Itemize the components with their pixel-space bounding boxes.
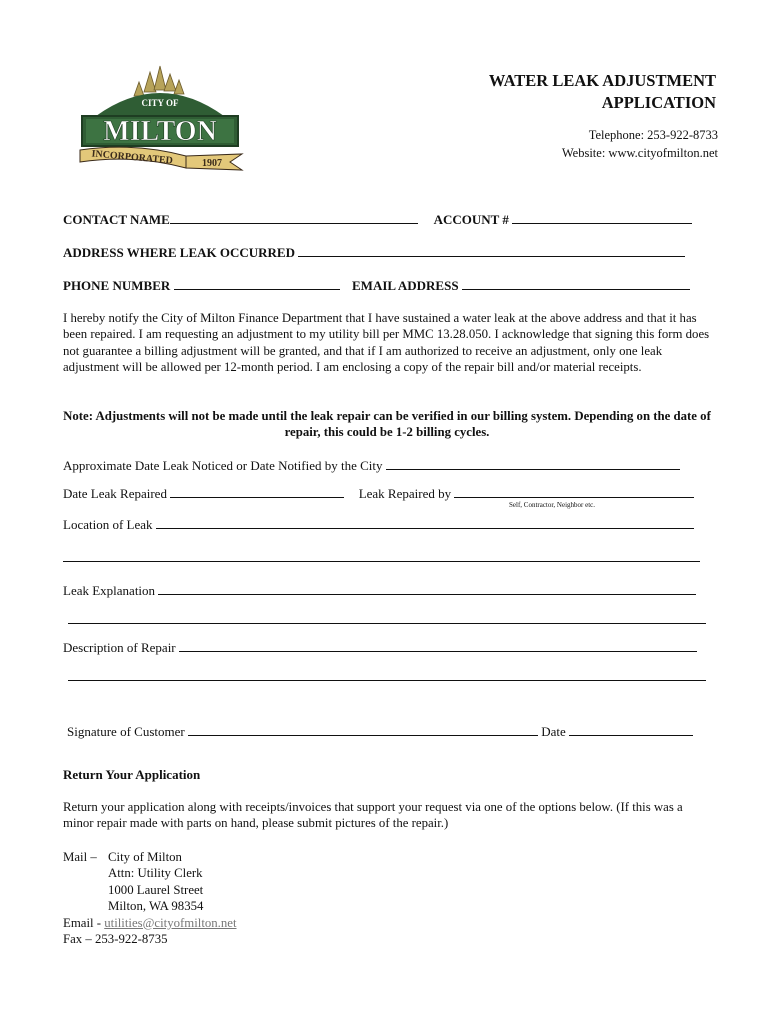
date-field[interactable]	[569, 723, 693, 736]
explanation-row	[63, 582, 696, 599]
contact-name-field[interactable]	[170, 211, 418, 224]
location-row	[63, 516, 694, 533]
phone-label: PHONE NUMBER	[63, 278, 171, 293]
location-field-line-2[interactable]	[63, 561, 700, 562]
phone-field[interactable]	[174, 277, 340, 290]
location-label: Location of Leak	[63, 517, 153, 532]
repair-row	[63, 485, 694, 502]
explanation-label: Leak Explanation	[63, 583, 156, 598]
date-label: Date	[541, 724, 566, 739]
date-noticed-row	[63, 457, 680, 474]
signature-field[interactable]	[188, 723, 538, 736]
svg-text:CITY OF: CITY OF	[141, 98, 179, 108]
account-label: ACCOUNT #	[433, 212, 509, 227]
email-line	[63, 915, 237, 931]
verification-note: Note: Adjustments will not be made until the leak repair can be verified in our billing system. Depending on the date of repair, this could be 1-2 billing cycles.	[63, 409, 711, 440]
contact-name-label: CONTACT NAME	[63, 212, 170, 227]
email-field[interactable]	[462, 277, 690, 290]
trees-icon	[134, 66, 184, 96]
form-title	[489, 70, 716, 114]
mail-line-4: Milton, WA 98354	[108, 899, 204, 914]
date-repaired-field[interactable]	[170, 485, 344, 498]
signature-label: Signature of Customer	[67, 724, 185, 739]
fax-line: Fax – 253-922-8735	[63, 932, 168, 947]
description-field-line-2[interactable]	[68, 680, 706, 681]
repaired-by-label: Leak Repaired by	[358, 486, 452, 501]
acknowledgement-paragraph: I hereby notify the City of Milton Finance Department that I have sustained a water leak at the above address and that it has been repaired. I am requesting an adjustment to my utility bill per MMC 13.28.050. I acknowledge that signing this form does not guarantee a billing adjustment will be granted, and that if I am authorized to receive an adjustment, only one leak adjustment will be allowed per 12-month period. I am enclosing a copy of the repair bill and/or material receipts.	[63, 311, 710, 375]
repaired-by-hint: Self, Contractor, Neighbor etc.	[509, 501, 596, 509]
telephone-text: Telephone: 253-922-8733	[588, 128, 718, 142]
explanation-field-line-2[interactable]	[68, 623, 706, 624]
date-repaired-label: Date Leak Repaired	[63, 486, 167, 501]
signature-row	[67, 723, 693, 740]
svg-text:INCORPORATED: INCORPORATED	[91, 148, 174, 167]
description-row	[63, 639, 697, 656]
mail-line-1: City of Milton	[108, 850, 182, 864]
date-noticed-label: Approximate Date Leak Noticed or Date Notified by the City	[63, 458, 383, 473]
mail-line-3: 1000 Laurel Street	[108, 882, 204, 897]
mail-block	[63, 849, 237, 947]
repaired-by-field[interactable]	[454, 485, 694, 498]
city-of-milton-logo	[74, 60, 246, 180]
title-line-1: WATER LEAK ADJUSTMENT	[488, 71, 716, 90]
address-field[interactable]	[298, 244, 685, 257]
svg-text:MILTON: MILTON	[103, 116, 217, 147]
return-instructions: Return your application along with receipts/invoices that support your request via one of the options below. (If this was a minor repair made with parts on hand, please submit pictures of the repair.)	[63, 800, 683, 831]
title-line-2: APPLICATION	[601, 93, 716, 112]
return-heading: Return Your Application	[63, 767, 201, 782]
account-field[interactable]	[512, 211, 692, 224]
email-prefix: Email -	[63, 915, 105, 930]
contact-row	[63, 211, 692, 228]
mail-line-2: Attn: Utility Clerk	[108, 866, 203, 881]
svg-text:1907: 1907	[202, 158, 222, 169]
address-row	[63, 244, 685, 261]
email-label: EMAIL ADDRESS	[352, 278, 459, 293]
website-text: Website: www.cityofmilton.net	[561, 146, 718, 160]
description-label: Description of Repair	[63, 640, 176, 655]
date-noticed-field[interactable]	[386, 457, 680, 470]
description-field[interactable]	[179, 639, 697, 652]
utilities-email-link[interactable]: utilities@cityofmilton.net	[104, 915, 237, 930]
location-field[interactable]	[156, 516, 694, 529]
city-contact-info	[562, 126, 718, 162]
address-label: ADDRESS WHERE LEAK OCCURRED	[63, 245, 295, 260]
phone-email-row	[63, 277, 690, 294]
mail-label: Mail –	[63, 850, 97, 864]
explanation-field[interactable]	[158, 582, 696, 595]
